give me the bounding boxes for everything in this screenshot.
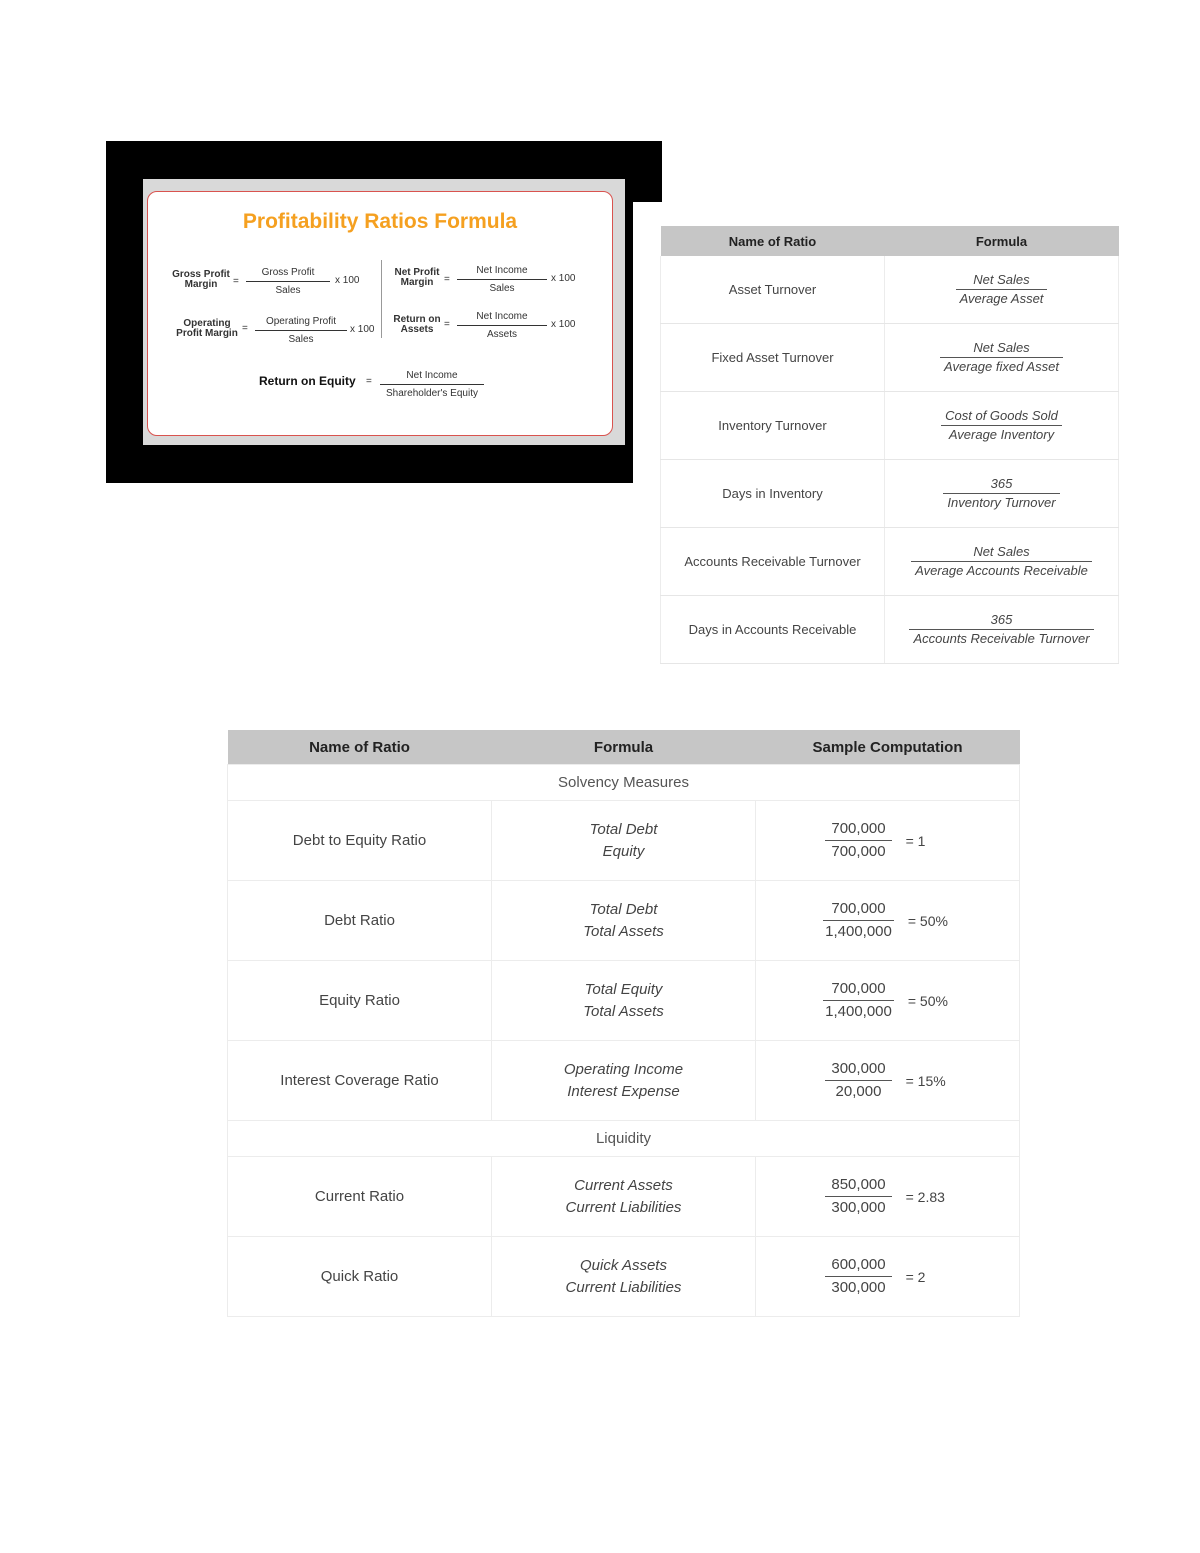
column-header: Formula xyxy=(492,730,756,765)
ratio-name: Debt Ratio xyxy=(228,881,492,961)
ratio-formula xyxy=(492,1041,756,1121)
ratio-formula xyxy=(885,528,1119,596)
return-on-assets-fraction: Net Income Assets xyxy=(457,310,547,341)
equals-sign: = xyxy=(444,274,450,285)
table-row xyxy=(661,528,1119,596)
sample-computation xyxy=(756,801,1020,881)
divider xyxy=(381,260,382,338)
profitability-title: Profitability Ratios Formula xyxy=(242,210,518,233)
profitability-image xyxy=(106,141,662,483)
activity-ratios-table xyxy=(660,226,1119,664)
table-row xyxy=(661,392,1119,460)
equals-sign: = xyxy=(366,376,372,387)
table-row xyxy=(228,881,1020,961)
ratio-name: Asset Turnover xyxy=(661,256,885,324)
table-row xyxy=(661,460,1119,528)
sample-computation xyxy=(756,961,1020,1041)
ratio-name: Debt to Equity Ratio xyxy=(228,801,492,881)
return-on-assets-label: Return on Assets xyxy=(393,314,441,335)
table-row xyxy=(228,1041,1020,1121)
ratio-formula xyxy=(492,1157,756,1237)
section-row xyxy=(228,765,1020,801)
ratio-name: Interest Coverage Ratio xyxy=(228,1041,492,1121)
operating-profit-margin-label: Operating Profit Margin xyxy=(176,318,238,339)
table-row xyxy=(228,1157,1020,1237)
return-on-equity-fraction: Net Income Shareholder's Equity xyxy=(380,369,484,400)
fraction: $\frac{\text{Cost of Goods Sold}}{\text{Average Inventory}}$ xyxy=(941,407,1062,444)
table-header-row xyxy=(228,730,1020,765)
fraction: $\frac{\text{Net Sales}}{\text{Average Asset}}$ xyxy=(956,271,1048,308)
computation-fraction: $\frac{700,000}{700,000}$ xyxy=(825,818,891,863)
ratio-name: Days in Inventory xyxy=(661,460,885,528)
fraction: $\frac{365}{\text{Accounts Receivable Turnover}}$ xyxy=(909,611,1093,648)
computation-result: = 15% xyxy=(905,1072,946,1089)
ratio-name: Equity Ratio xyxy=(228,961,492,1041)
column-header: Sample Computation xyxy=(756,730,1020,765)
computation-result: = 50% xyxy=(907,992,948,1009)
table-row xyxy=(228,801,1020,881)
equals-sign: = xyxy=(444,319,450,330)
computation-fraction: $\frac{600,000}{300,000}$ xyxy=(825,1254,891,1299)
ratio-name: Inventory Turnover xyxy=(661,392,885,460)
column-header: Name of Ratio xyxy=(661,226,885,256)
fraction: $\frac{\text{Net Sales}}{\text{Average fixed Asset}}$ xyxy=(940,339,1063,376)
computation-fraction: $\frac{300,000}{20,000}$ xyxy=(825,1058,891,1103)
operating-profit-margin-fraction: Operating Profit Sales xyxy=(255,315,347,346)
equals-sign: = xyxy=(242,323,248,334)
multiplier: x 100 xyxy=(551,319,576,330)
column-header: Formula xyxy=(885,226,1119,256)
ratio-formula xyxy=(492,961,756,1041)
multiplier: x 100 xyxy=(335,275,360,286)
fraction: Operating Income Interest Expense xyxy=(563,1060,684,1100)
computation-result: = 2 xyxy=(905,1268,926,1285)
ratio-formula xyxy=(492,1237,756,1317)
ratio-formula xyxy=(492,881,756,961)
fraction: Current Assets Current Liabilities xyxy=(565,1176,682,1216)
computation-result: = 2.83 xyxy=(905,1188,945,1205)
profitability-card xyxy=(147,191,613,436)
section-row xyxy=(228,1121,1020,1157)
fraction: Total Equity Total Assets xyxy=(583,980,664,1020)
table-row xyxy=(661,596,1119,664)
fraction: Total Debt Total Assets xyxy=(583,900,664,940)
return-on-equity-label: Return on Equity xyxy=(259,374,356,388)
ratio-formula xyxy=(885,324,1119,392)
ratio-formula xyxy=(885,596,1119,664)
multiplier: x 100 xyxy=(350,324,375,335)
ratio-name: Fixed Asset Turnover xyxy=(661,324,885,392)
computation-fraction: $\frac{700,000}{1,400,000}$ xyxy=(825,980,892,1020)
ratio-formula xyxy=(885,392,1119,460)
fraction: $\frac{\text{Net Sales}}{\text{Average Accounts Receivable}}$ xyxy=(911,543,1092,580)
net-profit-margin-label: Net Profit Margin xyxy=(394,267,440,288)
ratio-name: Quick Ratio xyxy=(228,1237,492,1317)
section-label-liquidity: Liquidity xyxy=(228,1121,1020,1157)
gross-profit-margin-label: Gross Profit Margin xyxy=(172,269,230,290)
ratio-name: Days in Accounts Receivable xyxy=(661,596,885,664)
equals-sign: = xyxy=(233,276,239,287)
computation-fraction: $\frac{850,000}{300,000}$ xyxy=(825,1174,891,1219)
column-header: Name of Ratio xyxy=(228,730,492,765)
profitability-panel xyxy=(143,179,625,445)
fraction: Total Debt Equity xyxy=(589,820,658,860)
computation-result: = 1 xyxy=(905,832,926,849)
solvency-liquidity-table xyxy=(227,730,1020,1317)
table-row xyxy=(228,961,1020,1041)
gross-profit-margin-fraction: Gross Profit Sales xyxy=(246,266,330,297)
net-profit-margin-fraction: Net Income Sales xyxy=(457,264,547,295)
table-row xyxy=(228,1237,1020,1317)
ratio-formula xyxy=(885,460,1119,528)
ratio-name: Accounts Receivable Turnover xyxy=(661,528,885,596)
table-header-row xyxy=(661,226,1119,256)
ratio-name: Current Ratio xyxy=(228,1157,492,1237)
multiplier: x 100 xyxy=(551,273,576,284)
computation-fraction: $\frac{700,000}{1,400,000}$ xyxy=(825,900,892,940)
section-label-solvency: Solvency Measures xyxy=(228,765,1020,801)
sample-computation xyxy=(756,881,1020,961)
fraction: $\frac{365}{\text{Inventory Turnover}}$ xyxy=(943,475,1059,512)
sample-computation xyxy=(756,1237,1020,1317)
sample-computation xyxy=(756,1157,1020,1237)
ratio-formula xyxy=(492,801,756,881)
ratio-formula xyxy=(885,256,1119,324)
table-row xyxy=(661,324,1119,392)
table-row xyxy=(661,256,1119,324)
sample-computation xyxy=(756,1041,1020,1121)
fraction: Quick Assets Current Liabilities xyxy=(565,1256,682,1296)
computation-result: = 50% xyxy=(907,912,948,929)
